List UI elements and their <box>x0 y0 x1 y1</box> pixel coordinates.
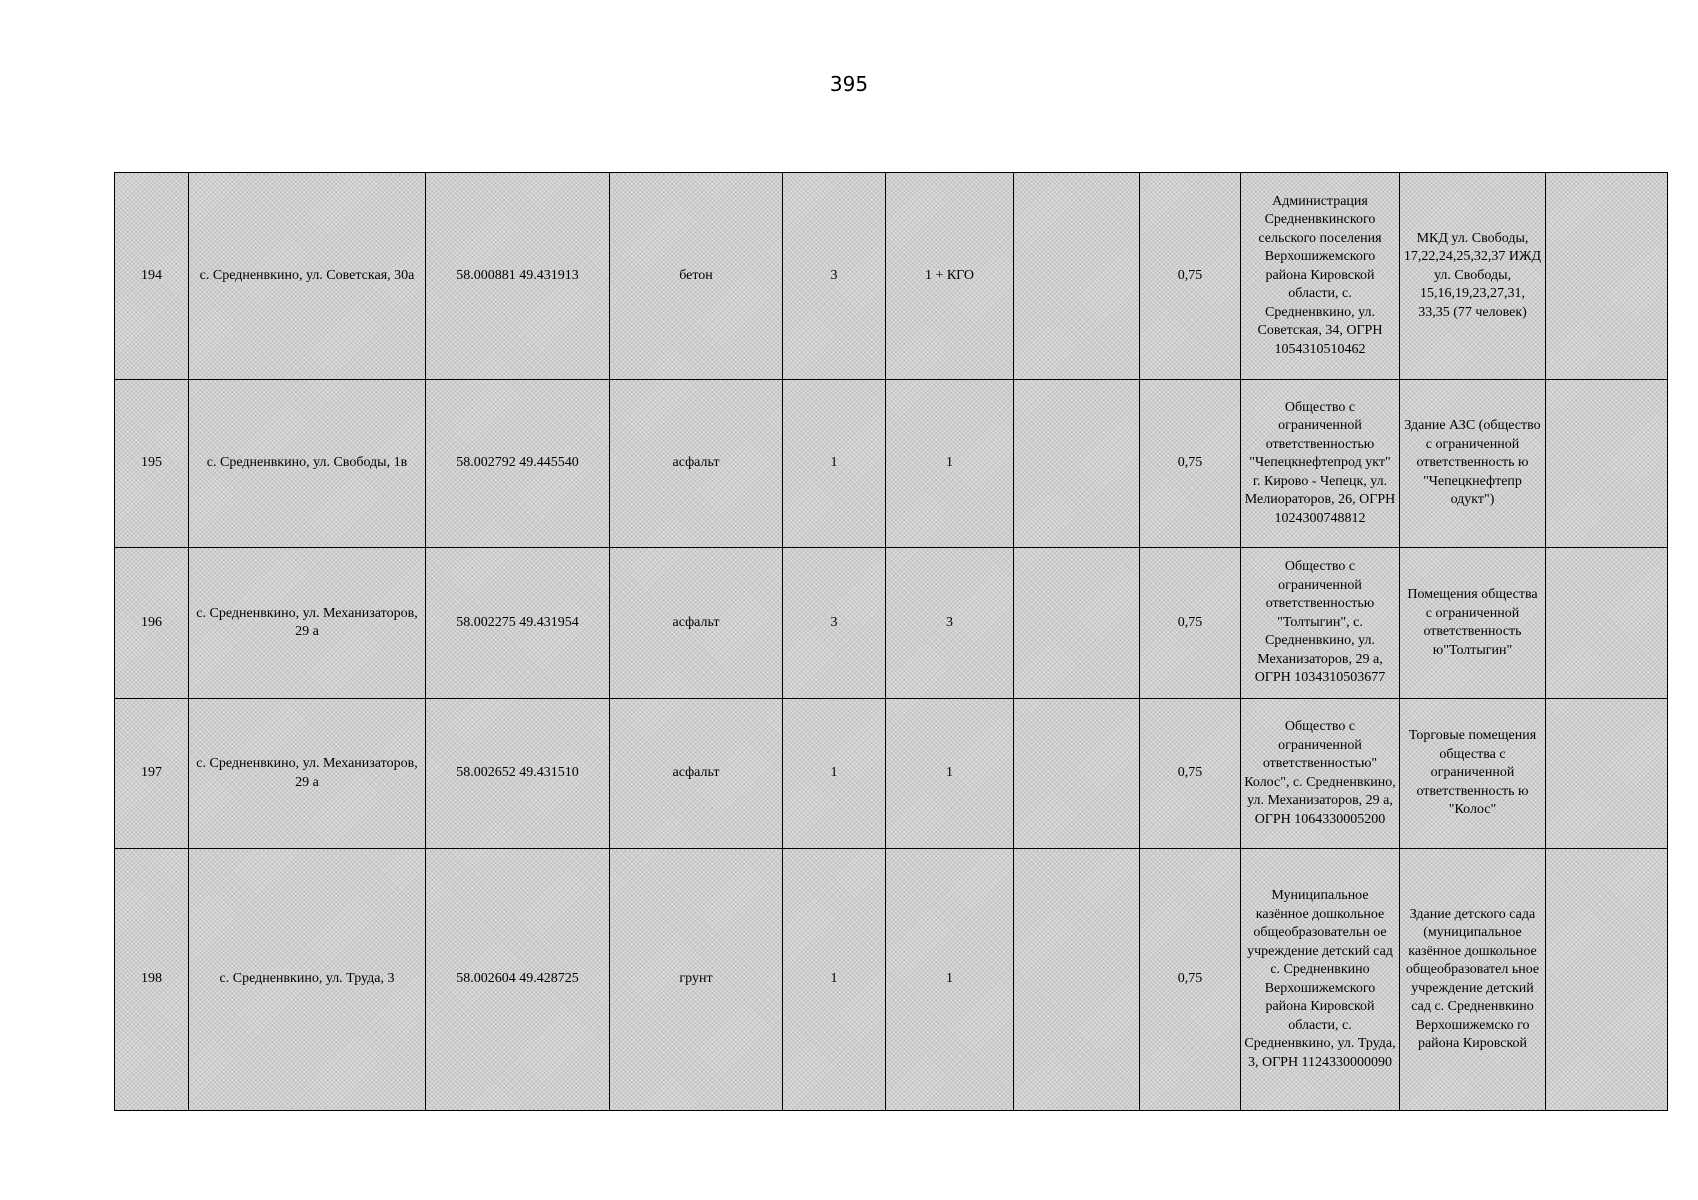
coordinates-cell: 58.000881 49.431913 <box>426 173 610 380</box>
containers-planned-cell: 1 <box>886 380 1014 548</box>
registry-table-body <box>115 173 1668 1111</box>
waste-sources-cell: Здание АЗС (общество с ограниченной ответственность ю "Чепецкнефтепр одукт") <box>1400 380 1546 548</box>
containers-cell: 1 <box>783 699 886 849</box>
containers-cell: 3 <box>783 548 886 699</box>
waste-sources-cell: Помещения общества с ограниченной ответственность ю"Толтыгин" <box>1400 548 1546 699</box>
volume-cell: 0,75 <box>1140 548 1241 699</box>
row-number-cell: 197 <box>115 699 189 849</box>
last-cell <box>1546 380 1668 548</box>
address-cell: с. Средненвкино, ул. Механизаторов, 29 а <box>189 699 426 849</box>
last-cell <box>1546 849 1668 1111</box>
surface-cell: асфальт <box>610 548 783 699</box>
address-cell: с. Средненвкино, ул. Советская, 30а <box>189 173 426 380</box>
containers-planned-cell: 1 <box>886 849 1014 1111</box>
row-number-cell: 195 <box>115 380 189 548</box>
table-row <box>115 548 1668 699</box>
containers-cell: 3 <box>783 173 886 380</box>
waste-sources-cell: Торговые помещения общества с ограниченной ответственность ю "Колос" <box>1400 699 1546 849</box>
coordinates-cell: 58.002604 49.428725 <box>426 849 610 1111</box>
containers-cell: 1 <box>783 849 886 1111</box>
volume-cell: 0,75 <box>1140 699 1241 849</box>
empty-cell <box>1014 380 1140 548</box>
last-cell <box>1546 548 1668 699</box>
surface-cell: асфальт <box>610 380 783 548</box>
empty-cell <box>1014 548 1140 699</box>
surface-cell: бетон <box>610 173 783 380</box>
empty-cell <box>1014 173 1140 380</box>
last-cell <box>1546 173 1668 380</box>
address-cell: с. Средненвкино, ул. Свободы, 1в <box>189 380 426 548</box>
surface-cell: грунт <box>610 849 783 1111</box>
containers-planned-cell: 1 + КГО <box>886 173 1014 380</box>
table-row <box>115 173 1668 380</box>
owner-cell: Общество с ограниченной ответственностью "Толтыгин", с. Средненвкино, ул. Механизаторов, 29 а, ОГРН 1034310503677 <box>1241 548 1400 699</box>
containers-cell: 1 <box>783 380 886 548</box>
volume-cell: 0,75 <box>1140 380 1241 548</box>
row-number-cell: 194 <box>115 173 189 380</box>
owner-cell: Муниципальное казённое дошкольное общеобразовательн ое учреждение детский сад с. Средненвкино Верхошижемского района Кировской области, с. Средненвкино, ул. Труда, 3, ОГРН 1124330000090 <box>1241 849 1400 1111</box>
coordinates-cell: 58.002792 49.445540 <box>426 380 610 548</box>
owner-cell: Администрация Средненвкинского сельского поселения Верхошижемского района Кировской области, с. Средненвкино, ул. Советская, 34, ОГРН 1054310510462 <box>1241 173 1400 380</box>
surface-cell: асфальт <box>610 699 783 849</box>
empty-cell <box>1014 699 1140 849</box>
page-number: 395 <box>829 72 869 96</box>
row-number-cell: 198 <box>115 849 189 1111</box>
coordinates-cell: 58.002275 49.431954 <box>426 548 610 699</box>
coordinates-cell: 58.002652 49.431510 <box>426 699 610 849</box>
table-row <box>115 699 1668 849</box>
volume-cell: 0,75 <box>1140 173 1241 380</box>
volume-cell: 0,75 <box>1140 849 1241 1111</box>
empty-cell <box>1014 849 1140 1111</box>
row-number-cell: 196 <box>115 548 189 699</box>
containers-planned-cell: 1 <box>886 699 1014 849</box>
table-row <box>115 380 1668 548</box>
table-row <box>115 849 1668 1111</box>
owner-cell: Общество с ограниченной ответственностью" Колос", с. Средненвкино, ул. Механизаторов, 29 а, ОГРН 1064330005200 <box>1241 699 1400 849</box>
address-cell: с. Средненвкино, ул. Механизаторов, 29 а <box>189 548 426 699</box>
last-cell <box>1546 699 1668 849</box>
registry-table <box>114 172 1668 1111</box>
waste-sources-cell: МКД ул. Свободы, 17,22,24,25,32,37 ИЖД ул. Свободы, 15,16,19,23,27,31, 33,35 (77 человек) <box>1400 173 1546 380</box>
owner-cell: Общество с ограниченной ответственностью "Чепецкнефтепрод укт" г. Кирово - Чепецк, ул. Мелиораторов, 26, ОГРН 1024300748812 <box>1241 380 1400 548</box>
waste-sources-cell: Здание детского сада (муниципальное казённое дошкольное общеобразовател ьное учреждение детский сад с. Средненвкино Верхошижемско го района Кировской <box>1400 849 1546 1111</box>
containers-planned-cell: 3 <box>886 548 1014 699</box>
address-cell: с. Средненвкино, ул. Труда, 3 <box>189 849 426 1111</box>
